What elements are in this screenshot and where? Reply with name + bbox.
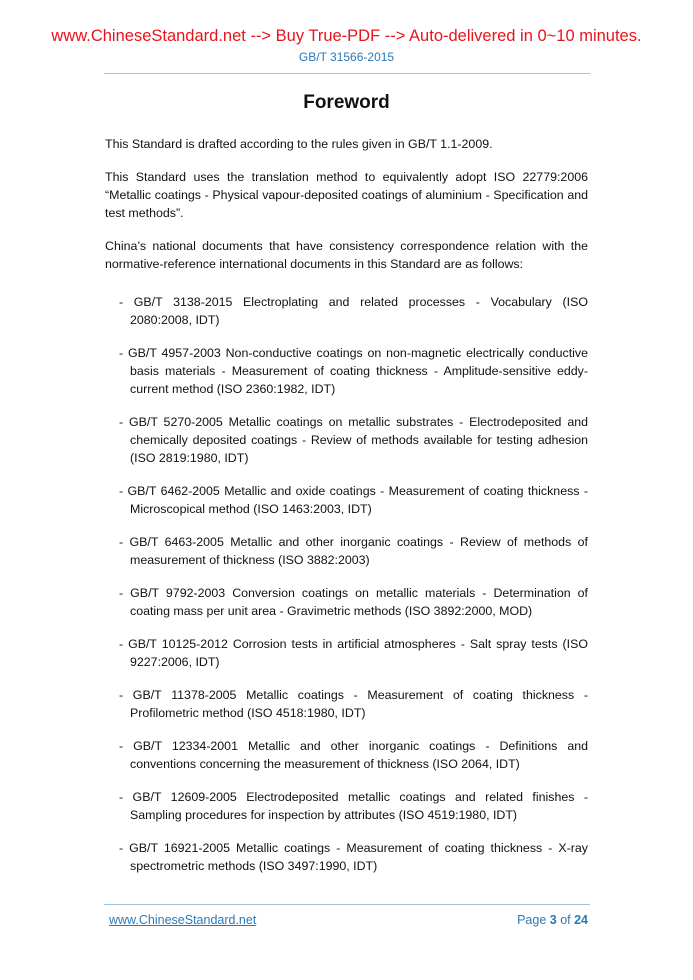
list-item: - GB/T 6463-2005 Metallic and other inorganic coatings - Review of methods of measurement of thickness (ISO 3882:2003): [119, 535, 588, 567]
list-item: - GB/T 3138-2015 Electroplating and related processes - Vocabulary (ISO 2080:2008, IDT): [119, 295, 588, 327]
list-item: - GB/T 11378-2005 Metallic coatings - Measurement of coating thickness - Profilometric method (ISO 4518:1980, IDT): [119, 688, 588, 720]
document-id: GB/T 31566-2015: [298, 50, 395, 64]
list-item: - GB/T 12334-2001 Metallic and other inorganic coatings - Definitions and conventions concerning the measurement of thickness (ISO 2064, IDT): [119, 739, 588, 771]
footer-divider: [104, 904, 590, 905]
reference-list: [105, 293, 588, 875]
paragraph: This Standard is drafted according to the rules given in GB/T 1.1-2009.: [105, 137, 493, 151]
page-title: Foreword: [303, 92, 390, 113]
list-item: - GB/T 9792-2003 Conversion coatings on metallic materials - Determination of coating mass per unit area - Gravimetric methods (ISO 3892:2000, MOD): [119, 586, 588, 618]
page-number: [517, 913, 588, 927]
list-item: - GB/T 6462-2005 Metallic and oxide coatings - Measurement of coating thickness - Microscopical method (ISO 1463:2003, IDT): [119, 484, 588, 516]
footer-website-link[interactable]: www.ChineseStandard.net: [109, 913, 257, 927]
list-item: - GB/T 4957-2003 Non-conductive coatings on non-magnetic electrically conductive basis materials - Measurement of coating thickness - Amplitude-sensitive eddy-current method (ISO 2360:1982, IDT): [119, 346, 588, 396]
promo-banner[interactable]: www.ChineseStandard.net --> Buy True-PDF --> Auto-delivered in 0~10 minutes.: [51, 27, 642, 45]
header-divider: [104, 73, 590, 74]
document-body: [105, 135, 588, 890]
list-item: - GB/T 16921-2005 Metallic coatings - Measurement of coating thickness - X-ray spectrometric methods (ISO 3497:1990, IDT): [119, 841, 588, 873]
paragraph: China’s national documents that have consistency correspondence relation with the normative-reference international documents in this Standard are as follows:: [105, 239, 588, 271]
paragraph: This Standard uses the translation method to equivalently adopt ISO 22779:2006 “Metallic coatings - Physical vapour-deposited coatings of aluminium - Specification and test methods”.: [105, 170, 588, 220]
list-item: - GB/T 12609-2005 Electrodeposited metallic coatings and related finishes - Sampling procedures for inspection by attributes (ISO 4519:1980, IDT): [119, 790, 588, 822]
list-item: - GB/T 5270-2005 Metallic coatings on metallic substrates - Electrodeposited and chemically deposited coatings - Review of methods available for testing adhesion (ISO 2819:1980, IDT): [119, 415, 588, 465]
page-of: of: [556, 913, 575, 927]
page-total: 24: [574, 913, 588, 927]
page-prefix: Page: [517, 913, 550, 927]
page-current: 3: [549, 913, 557, 927]
list-item: - GB/T 10125-2012 Corrosion tests in artificial atmospheres - Salt spray tests (ISO 9227:2006, IDT): [119, 637, 588, 669]
